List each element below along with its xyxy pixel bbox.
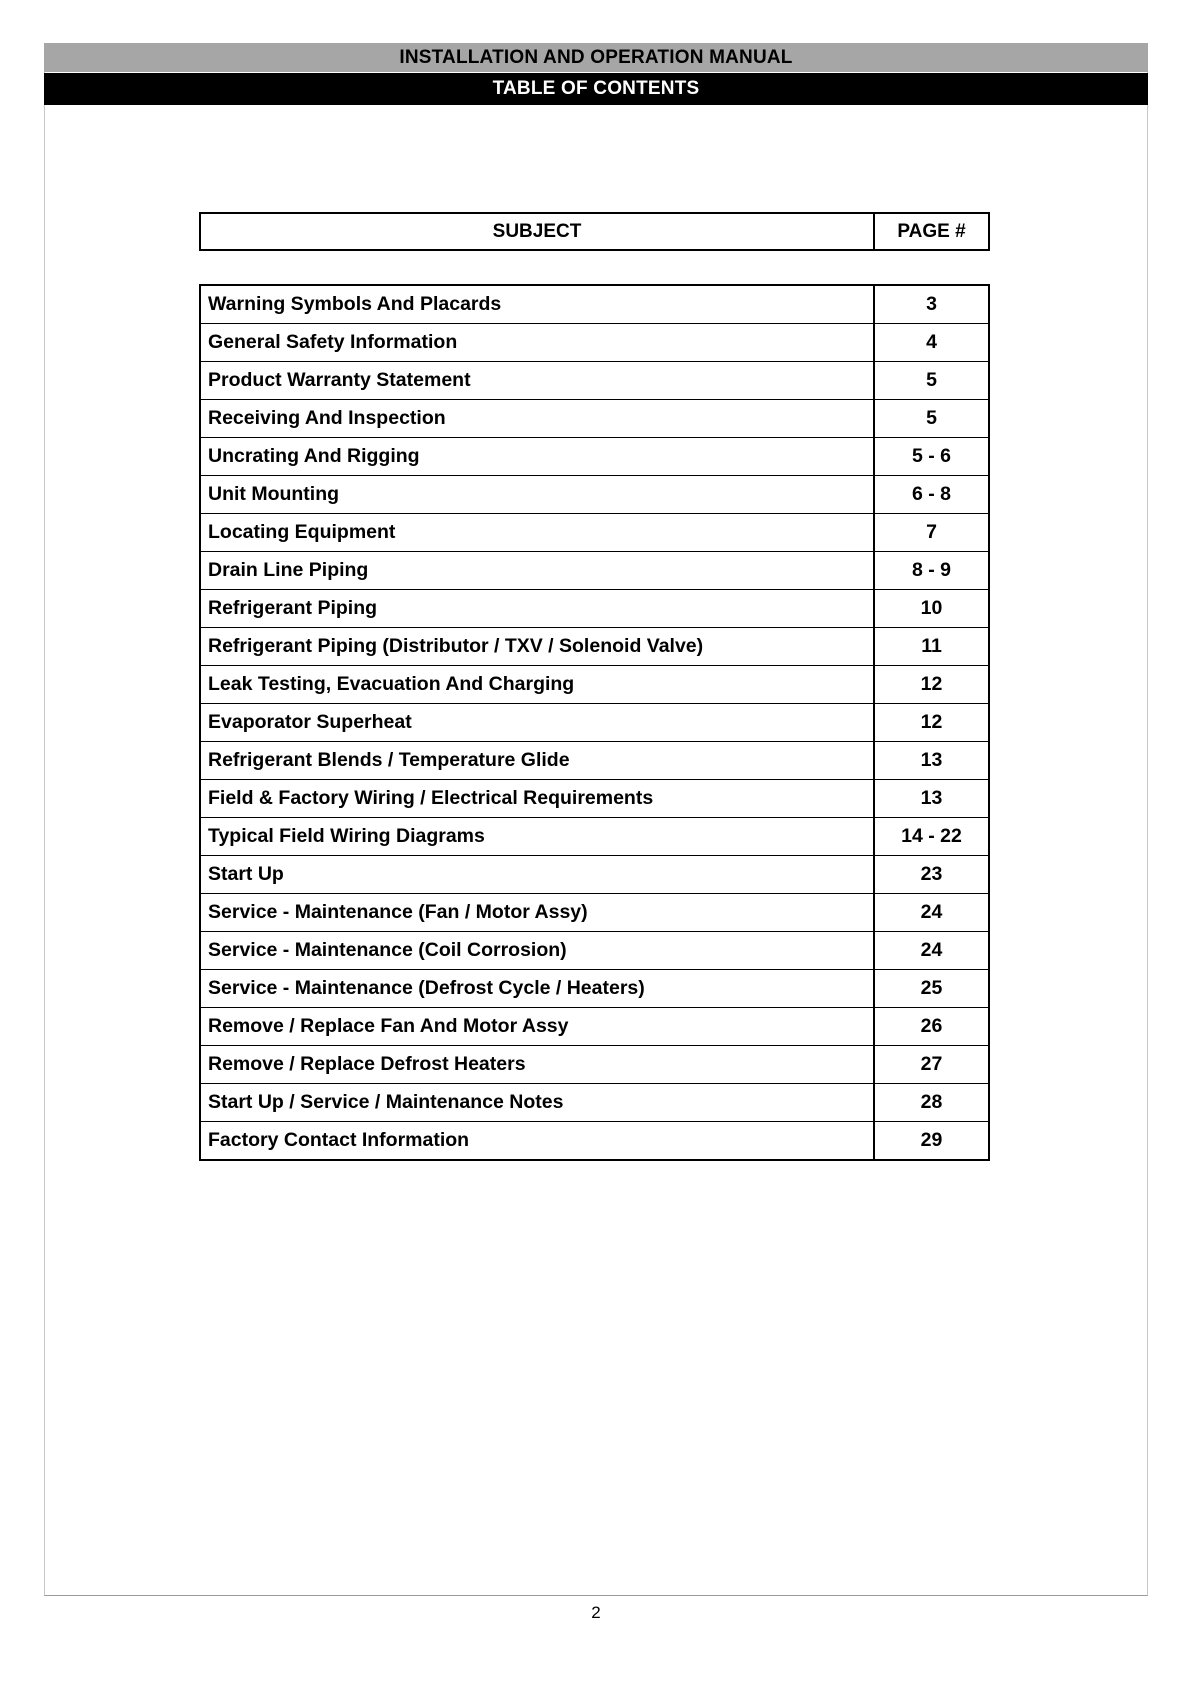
toc-subject: Start Up / Service / Maintenance Notes — [200, 1084, 874, 1122]
toc-page: 4 — [874, 324, 989, 362]
toc-page: 13 — [874, 742, 989, 780]
toc-table — [199, 284, 990, 1161]
toc-page: 5 — [874, 400, 989, 438]
toc-row — [200, 628, 989, 666]
toc-page: 24 — [874, 894, 989, 932]
toc-page: 25 — [874, 970, 989, 1008]
toc-row — [200, 590, 989, 628]
manual-title-band — [44, 43, 1148, 72]
toc-page: 10 — [874, 590, 989, 628]
toc-row — [200, 932, 989, 970]
toc-page: 13 — [874, 780, 989, 818]
section-title: TABLE OF CONTENTS — [492, 78, 700, 99]
toc-subject: Start Up — [200, 856, 874, 894]
toc-subject: Refrigerant Blends / Temperature Glide — [200, 742, 874, 780]
toc-row — [200, 552, 989, 590]
toc-row — [200, 780, 989, 818]
toc-subject: Remove / Replace Fan And Motor Assy — [200, 1008, 874, 1046]
toc-subject: Remove / Replace Defrost Heaters — [200, 1046, 874, 1084]
toc-page: 28 — [874, 1084, 989, 1122]
toc-subject: Factory Contact Information — [200, 1122, 874, 1161]
toc-row — [200, 285, 989, 324]
manual-title: INSTALLATION AND OPERATION MANUAL — [399, 46, 793, 68]
toc-page: 5 - 6 — [874, 438, 989, 476]
toc-row — [200, 1122, 989, 1161]
toc-subject: Evaporator Superheat — [200, 704, 874, 742]
toc-row — [200, 1046, 989, 1084]
toc-page: 7 — [874, 514, 989, 552]
toc-row — [200, 818, 989, 856]
toc-page: 3 — [874, 285, 989, 324]
toc-page: 11 — [874, 628, 989, 666]
toc-row — [200, 1008, 989, 1046]
toc-page: 27 — [874, 1046, 989, 1084]
toc-page: 12 — [874, 666, 989, 704]
toc-subject: Service - Maintenance (Coil Corrosion) — [200, 932, 874, 970]
toc-page: 14 - 22 — [874, 818, 989, 856]
toc-row — [200, 704, 989, 742]
toc-row — [200, 970, 989, 1008]
page-number: 2 — [591, 1603, 601, 1622]
toc-row — [200, 476, 989, 514]
subject-column-header: SUBJECT — [200, 213, 874, 250]
toc-subject: Warning Symbols And Placards — [200, 285, 874, 324]
toc-subject: Receiving And Inspection — [200, 400, 874, 438]
toc-subject: General Safety Information — [200, 324, 874, 362]
toc-page: 8 - 9 — [874, 552, 989, 590]
toc-header-table — [199, 212, 990, 251]
toc-subject: Refrigerant Piping — [200, 590, 874, 628]
toc-row — [200, 362, 989, 400]
page-column-header: PAGE # — [874, 213, 989, 250]
toc-subject: Product Warranty Statement — [200, 362, 874, 400]
toc-row — [200, 1084, 989, 1122]
toc-rows — [200, 285, 989, 1160]
toc-row — [200, 742, 989, 780]
toc-subject: Leak Testing, Evacuation And Charging — [200, 666, 874, 704]
toc-page: 24 — [874, 932, 989, 970]
toc-subject: Unit Mounting — [200, 476, 874, 514]
toc-subject: Drain Line Piping — [200, 552, 874, 590]
toc-page: 12 — [874, 704, 989, 742]
toc-subject: Service - Maintenance (Fan / Motor Assy) — [200, 894, 874, 932]
toc-page: 6 - 8 — [874, 476, 989, 514]
toc-subject: Refrigerant Piping (Distributor / TXV / Solenoid Valve) — [200, 628, 874, 666]
toc-subject: Uncrating And Rigging — [200, 438, 874, 476]
toc-row — [200, 666, 989, 704]
toc-row — [200, 894, 989, 932]
toc-page: 23 — [874, 856, 989, 894]
section-title-band — [44, 73, 1148, 105]
toc-header-row — [200, 213, 989, 250]
toc-row — [200, 400, 989, 438]
toc-row — [200, 324, 989, 362]
toc-page: 26 — [874, 1008, 989, 1046]
toc-page: 5 — [874, 362, 989, 400]
toc-subject: Locating Equipment — [200, 514, 874, 552]
toc-row — [200, 514, 989, 552]
toc-subject: Service - Maintenance (Defrost Cycle / Heaters) — [200, 970, 874, 1008]
toc-subject: Field & Factory Wiring / Electrical Requirements — [200, 780, 874, 818]
toc-subject: Typical Field Wiring Diagrams — [200, 818, 874, 856]
toc-row — [200, 438, 989, 476]
toc-page: 29 — [874, 1122, 989, 1161]
toc-row — [200, 856, 989, 894]
